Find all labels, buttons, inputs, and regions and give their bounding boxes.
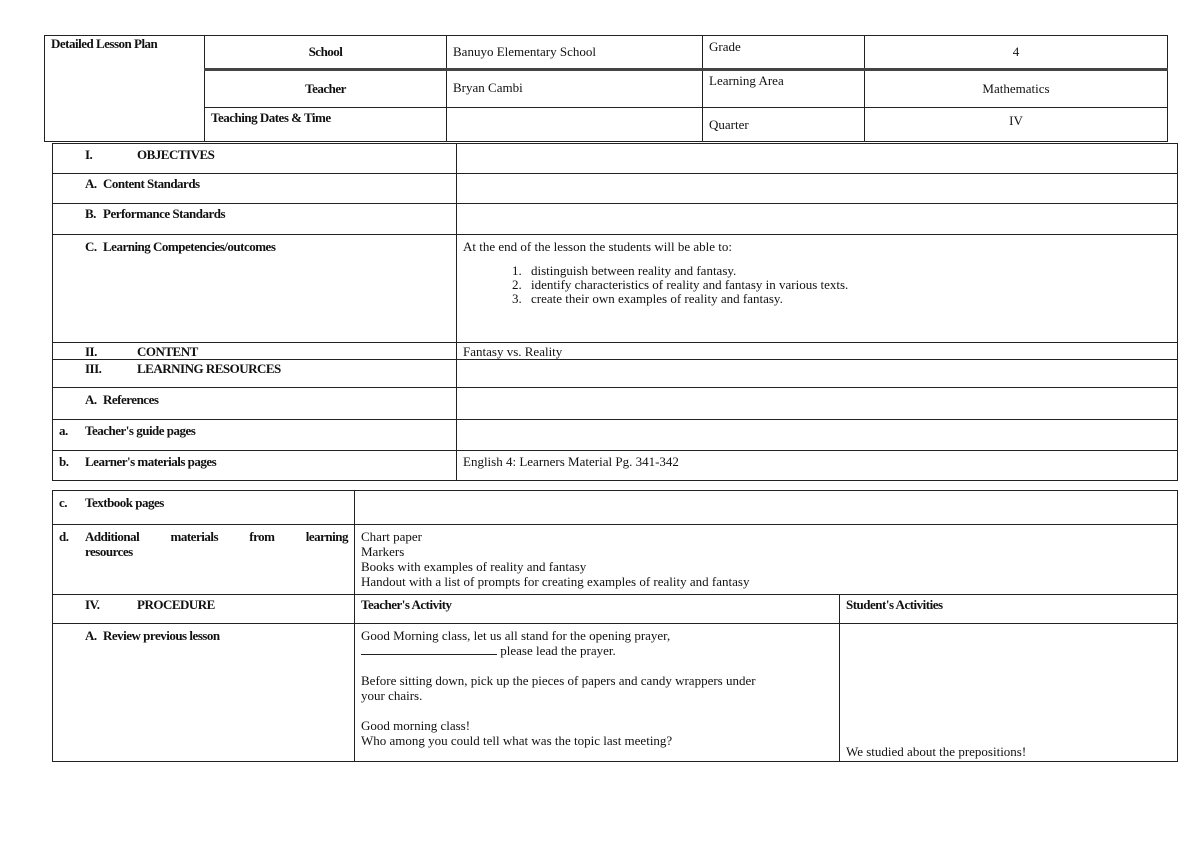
resources-value — [457, 360, 1178, 388]
school-value: Banuyo Elementary School — [447, 36, 703, 70]
procedure-table — [52, 490, 1178, 762]
school-label: School — [205, 36, 447, 70]
grade-value: 4 — [865, 36, 1168, 70]
teacher-guide-title: Teacher's guide pages — [85, 423, 196, 438]
content-title: CONTENT — [137, 344, 198, 359]
teacher-guide-row — [53, 420, 457, 451]
competency-item: 1. distinguish between reality and fantasy. — [525, 264, 1171, 278]
quarter-value: IV — [865, 108, 1168, 142]
textbook-row — [53, 491, 355, 525]
material-item: Books with examples of reality and fantasy — [361, 559, 587, 574]
doc-title: Detailed Lesson Plan — [45, 36, 205, 142]
additional-word: from — [249, 529, 275, 544]
content-standards-value — [457, 174, 1178, 204]
dates-label: Teaching Dates & Time — [205, 108, 447, 142]
learner-materials-label: b. — [59, 454, 69, 469]
objectives-heading — [53, 144, 457, 174]
references-row — [53, 388, 457, 420]
objectives-table — [52, 143, 1178, 481]
review-title: Review previous lesson — [103, 628, 220, 643]
material-item: Handout with a list of prompts for creating examples of reality and fantasy — [361, 574, 750, 589]
student-activity-cell — [840, 624, 1178, 762]
grade-label: Grade — [703, 36, 865, 70]
teacher-activity-cell — [355, 624, 840, 762]
performance-standards-label: B. — [85, 206, 96, 221]
references-value — [457, 388, 1178, 420]
references-label: A. — [85, 392, 97, 407]
textbook-label: c. — [59, 495, 68, 510]
competencies-intro: At the end of the lesson the students will be able to: — [463, 239, 732, 254]
teacher-value: Bryan Cambi — [447, 70, 703, 108]
area-label: Learning Area — [703, 70, 865, 108]
objectives-title: OBJECTIVES — [137, 147, 215, 162]
competency-item: 3. create their own examples of reality and fantasy. — [525, 292, 1171, 306]
teacher-label: Teacher — [205, 70, 447, 108]
references-title: References — [103, 392, 159, 407]
performance-standards-title: Performance Standards — [103, 206, 226, 221]
review-label: A. — [85, 628, 97, 643]
additional-word: materials — [170, 529, 218, 544]
additional-materials-value — [355, 525, 1178, 595]
header-table — [44, 35, 1168, 142]
resources-title: LEARNING RESOURCES — [137, 361, 281, 376]
competencies-title: Learning Competencies/outcomes — [103, 239, 276, 254]
teacher-line: Before sitting down, pick up the pieces of papers and candy wrappers under — [361, 673, 756, 688]
learner-materials-title: Learner's materials pages — [85, 454, 217, 469]
textbook-title: Textbook pages — [85, 495, 164, 510]
procedure-numeral: IV. — [85, 597, 100, 612]
teacher-line: Who among you could tell what was the topic last meeting? — [361, 733, 673, 748]
material-item: Chart paper — [361, 529, 423, 544]
competencies-list — [463, 264, 1171, 306]
teacher-line-blank — [361, 643, 833, 658]
quarter-label: Quarter — [703, 108, 865, 142]
teacher-line: please lead the prayer. — [500, 643, 616, 658]
teacher-line: your chairs. — [361, 688, 423, 703]
learner-materials-row — [53, 451, 457, 481]
performance-standards-value — [457, 204, 1178, 235]
dates-value — [447, 108, 703, 142]
content-standards-title: Content Standards — [103, 176, 200, 191]
performance-standards-row — [53, 204, 457, 235]
teacher-guide-label: a. — [59, 423, 68, 438]
additional-label: d. — [59, 529, 69, 544]
competencies-value — [457, 235, 1178, 343]
student-response: We studied about the prepositions! — [846, 744, 1027, 759]
procedure-title: PROCEDURE — [137, 597, 215, 612]
resources-heading — [53, 360, 457, 388]
competencies-label: C. — [85, 239, 97, 254]
content-standards-label: A. — [85, 176, 97, 191]
resources-numeral: III. — [85, 361, 102, 376]
content-standards-row — [53, 174, 457, 204]
content-heading — [53, 343, 457, 360]
objectives-value — [457, 144, 1178, 174]
competency-item: 2. identify characteristics of reality and fantasy in various texts. — [525, 278, 1171, 292]
additional-title-line2: resources — [85, 544, 133, 559]
competencies-row — [53, 235, 457, 343]
additional-word: Additional — [85, 529, 140, 544]
teacher-activity-header: Teacher's Activity — [355, 595, 840, 624]
area-value: Mathematics — [865, 70, 1168, 108]
objectives-numeral: I. — [85, 147, 93, 162]
learner-materials-value: English 4: Learners Material Pg. 341-342 — [457, 451, 1178, 481]
procedure-heading — [53, 595, 355, 624]
material-item: Markers — [361, 544, 405, 559]
review-row — [53, 624, 355, 762]
teacher-line: Good morning class! — [361, 718, 471, 733]
textbook-value — [355, 491, 1178, 525]
teacher-guide-value — [457, 420, 1178, 451]
additional-word: learning — [305, 529, 348, 544]
content-numeral: II. — [85, 344, 97, 359]
additional-title-line — [85, 529, 348, 544]
teacher-line: Good Morning class, let us all stand for the opening prayer, — [361, 628, 671, 643]
additional-materials-row — [53, 525, 355, 595]
name-blank — [361, 643, 497, 655]
content-value: Fantasy vs. Reality — [457, 343, 1178, 360]
student-activity-header: Student's Activities — [840, 595, 1178, 624]
